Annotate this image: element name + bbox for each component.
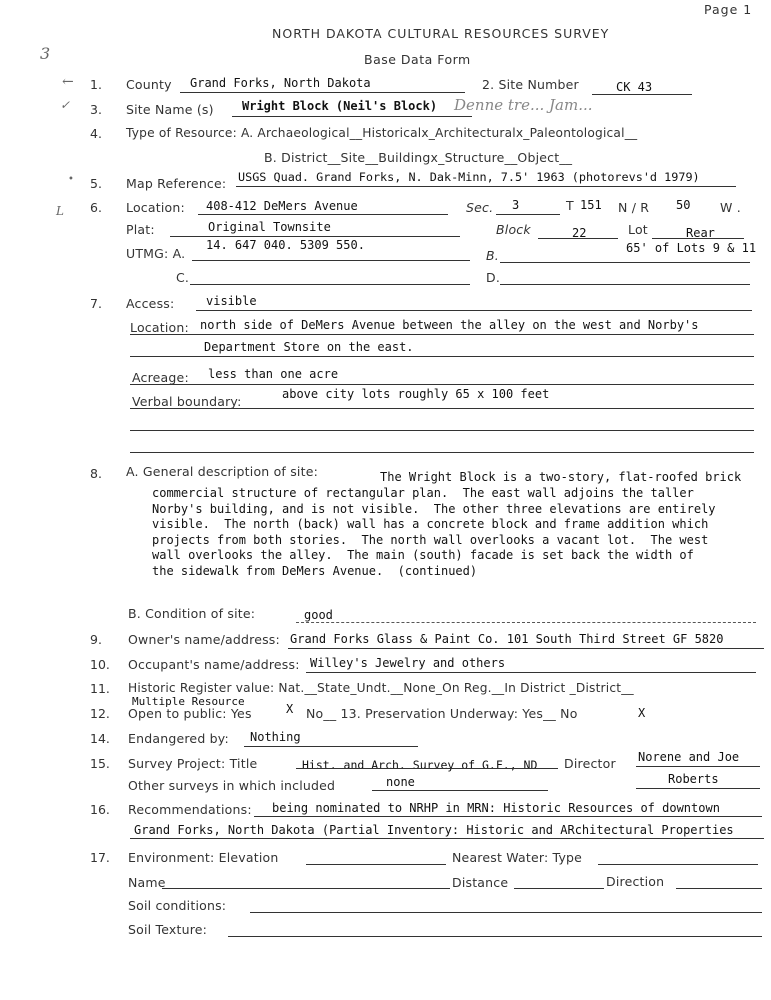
verbal-boundary-label: Verbal boundary:	[132, 394, 242, 409]
acreage-label: Acreage:	[132, 370, 189, 385]
lot-detail-value: 65' of Lots 9 & 11	[626, 241, 757, 255]
item-number-3: 3.	[90, 102, 102, 117]
recommendations-value-2: Grand Forks, North Dakota (Partial Inventory: Historic and ARchitectural Properties	[134, 823, 734, 837]
soil-conditions-label: Soil conditions:	[128, 898, 227, 913]
margin-mark-arrow: ←	[62, 74, 74, 90]
survey-project-label: Survey Project: Title	[128, 756, 258, 771]
map-reference-value: USGS Quad. Grand Forks, N. Dak-Minn, 7.5' 1963 (photorevs'd 1979)	[238, 170, 700, 184]
location-label: Location:	[126, 200, 185, 215]
site-number-label: 2. Site Number	[482, 77, 579, 92]
other-surveys-value: none	[386, 775, 415, 789]
utmg-b-label: B.	[486, 248, 499, 263]
name-line	[162, 888, 450, 889]
utmg-d-line	[500, 284, 750, 285]
acreage-value: less than one acre	[208, 367, 339, 381]
form-subtitle: Base Data Form	[364, 52, 471, 67]
item-number-15: 15.	[90, 756, 110, 771]
margin-mark-dot: •	[68, 174, 74, 185]
item-number-16: 16.	[90, 802, 110, 817]
director-line	[636, 766, 760, 767]
item-number-11: 11.	[90, 681, 110, 696]
utmg-c-line	[190, 284, 470, 285]
name-label: Name	[128, 875, 166, 890]
lot-value: Rear	[686, 226, 715, 240]
item-number-12: 12.	[90, 706, 110, 721]
access-location-underline1	[130, 334, 754, 335]
block-value: 22	[572, 226, 587, 240]
general-description-first-line: The Wright Block is a two-story, flat-roofed brick	[380, 470, 742, 484]
item-number-17: 17.	[90, 850, 110, 865]
distance-line	[514, 888, 604, 889]
item-number-4: 4.	[90, 126, 102, 141]
plat-line	[170, 236, 460, 237]
occupant-label: Occupant's name/address:	[128, 657, 300, 672]
verbal-boundary-value: above city lots roughly 65 x 100 feet	[282, 387, 550, 401]
verbal-boundary-line3	[130, 452, 754, 453]
section-line	[496, 214, 560, 215]
access-location-line2: Department Store on the east.	[204, 340, 414, 354]
range-value: 50	[676, 198, 691, 212]
nearest-water-line	[598, 864, 758, 865]
owner-line	[288, 648, 764, 649]
item-number-14: 14.	[90, 731, 110, 746]
item-number-8: 8.	[90, 466, 102, 481]
access-value: visible	[206, 294, 257, 308]
soil-texture-line	[228, 936, 762, 937]
access-location-label: Location:	[130, 320, 189, 335]
lot-label: Lot	[628, 222, 648, 237]
site-name-value: Wright Block (Neil's Block)	[242, 99, 438, 113]
recommendations-line-2	[130, 838, 764, 839]
county-line	[180, 92, 465, 93]
plat-label: Plat:	[126, 222, 155, 237]
survey-project-line	[296, 768, 558, 769]
condition-value: good	[304, 608, 333, 622]
county-value: Grand Forks, North Dakota	[190, 76, 371, 90]
location-value: 408-412 DeMers Avenue	[206, 199, 358, 213]
resource-type-label: Type of Resource: A. Archaeological__Historicalx_Architecturalx_Paleontological__	[126, 126, 638, 140]
access-location-underline2	[130, 356, 754, 357]
multiple-resource-note: Multiple Resource	[132, 695, 245, 708]
survey-project-value: Hist. and Arch. Survey of G.F., ND	[302, 758, 538, 772]
distance-label: Distance	[452, 875, 509, 890]
map-reference-line	[236, 186, 736, 187]
general-description-body: commercial structure of rectangular plan. The east wall adjoins the taller Norby's building, and is not visible. The other three elevations are entirely visible. The north (back) wall has a concrete block and frame addition which projects from both stories. The north wall overlooks a vacant lot. The west wall overlooks the alley. The main (south) facade is set back the width of the sidewalk from DeMers Avenue. (continued)	[152, 486, 716, 578]
preservation-label: No__ 13. Preservation Underway: Yes__ No	[306, 706, 578, 721]
utmg-b-line	[500, 262, 750, 263]
director-value-2: Roberts	[668, 772, 719, 786]
occupant-line	[306, 672, 756, 673]
township-value: 151	[580, 198, 602, 212]
condition-label: B. Condition of site:	[128, 606, 256, 621]
verbal-boundary-line	[130, 408, 754, 409]
site-number-value: CK 43	[616, 80, 653, 94]
page-label: Page 1	[704, 2, 753, 17]
access-label: Access:	[126, 296, 175, 311]
location-line	[198, 214, 448, 215]
township-label: T	[566, 198, 574, 213]
director-label: Director	[564, 756, 616, 771]
range-label: N / R	[618, 200, 650, 215]
resource-category-label: B. District__Site__Buildingx_Structure__Object__	[264, 150, 573, 165]
open-to-public-yes: X	[286, 702, 294, 716]
other-surveys-line	[372, 790, 548, 791]
item-number-7: 7.	[90, 296, 102, 311]
director-line-2	[636, 788, 760, 789]
owner-label: Owner's name/address:	[128, 632, 280, 647]
margin-mark-3: 3	[40, 44, 51, 63]
form-title: NORTH DAKOTA CULTURAL RESOURCES SURVEY	[272, 26, 610, 41]
west-label: W .	[720, 200, 741, 215]
other-surveys-label: Other surveys in which included	[128, 778, 336, 793]
endangered-label: Endangered by:	[128, 731, 229, 746]
nearest-water-label: Nearest Water: Type	[452, 850, 583, 865]
block-line	[538, 238, 618, 239]
access-location-line1: north side of DeMers Avenue between the alley on the west and Norby's	[200, 318, 699, 332]
direction-line	[676, 888, 762, 889]
historic-register-label: Historic Register value: Nat.__State_Undt.__None_On Reg.__In District _District__	[128, 681, 634, 695]
director-value-1: Norene and Joe	[638, 750, 740, 764]
section-value: 3	[512, 198, 520, 212]
section-label: Sec.	[466, 200, 494, 215]
acreage-line	[130, 384, 754, 385]
utmg-label: UTMG: A.	[126, 246, 186, 261]
endangered-value: Nothing	[250, 730, 301, 744]
soil-conditions-line	[250, 912, 762, 913]
site-name-line	[232, 116, 472, 117]
access-line	[196, 310, 752, 311]
recommendations-line-1	[254, 816, 762, 817]
margin-mark-check: ✓	[60, 98, 71, 112]
site-name-label: Site Name (s)	[126, 102, 214, 117]
margin-mark-l: L	[56, 204, 64, 218]
owner-value: Grand Forks Glass & Paint Co. 101 South Third Street GF 5820	[290, 632, 724, 646]
item-number-9: 9.	[90, 632, 102, 647]
soil-texture-label: Soil Texture:	[128, 922, 208, 937]
general-description-label: A. General description of site:	[126, 464, 318, 479]
plat-value: Original Townsite	[208, 220, 331, 234]
recommendations-label: Recommendations:	[128, 802, 252, 817]
open-to-public-label: Open to public: Yes	[128, 706, 252, 721]
map-reference-label: Map Reference:	[126, 176, 227, 191]
lot-line	[652, 238, 744, 239]
utmg-a-value: 14. 647 040. 5309 550.	[206, 238, 365, 252]
preservation-no: X	[638, 706, 646, 720]
condition-line	[296, 622, 756, 623]
utmg-c-label: C.	[176, 270, 190, 285]
verbal-boundary-line2	[130, 430, 754, 431]
county-label: County	[126, 77, 172, 92]
utmg-d-label: D.	[486, 270, 500, 285]
recommendations-value-1: being nominated to NRHP in MRN: Historic Resources of downtown	[272, 801, 720, 815]
direction-label: Direction	[606, 874, 665, 889]
handwritten-name-note: Denne tre... Jam...	[454, 96, 593, 114]
endangered-line	[244, 746, 418, 747]
elevation-line	[306, 864, 446, 865]
item-number-5: 5.	[90, 176, 102, 191]
item-number-10: 10.	[90, 657, 110, 672]
site-number-line	[592, 94, 692, 95]
occupant-value: Willey's Jewelry and others	[310, 656, 506, 670]
item-number-1: 1.	[90, 77, 102, 92]
environment-label: Environment: Elevation	[128, 850, 279, 865]
block-label: Block	[496, 222, 531, 237]
item-number-6: 6.	[90, 200, 102, 215]
utmg-a-line	[192, 260, 470, 261]
